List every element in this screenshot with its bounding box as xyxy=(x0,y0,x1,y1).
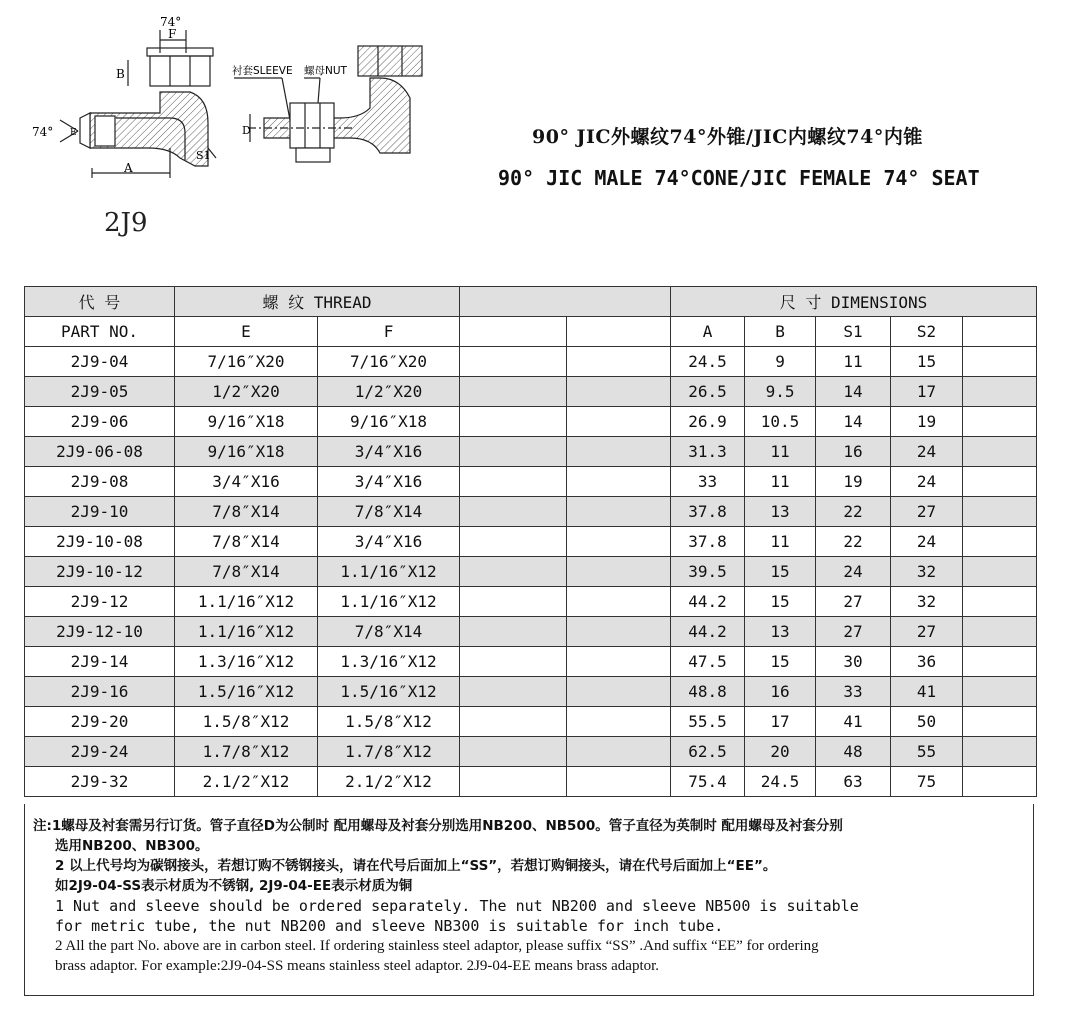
cell-s2: 17 xyxy=(891,377,963,407)
cell-part: 2J9-08 xyxy=(25,467,175,497)
table-row xyxy=(25,647,1037,677)
cell-a: 24.5 xyxy=(671,347,745,377)
dim-b-label: B xyxy=(116,67,125,81)
cell-empty xyxy=(460,587,567,617)
cell-part: 2J9-24 xyxy=(25,737,175,767)
cell-s1: 11 xyxy=(816,347,891,377)
cell-empty xyxy=(460,437,567,467)
cell-f: 1.3/16″X12 xyxy=(318,647,460,677)
spec-table xyxy=(24,286,1037,797)
notes-box xyxy=(24,804,1034,996)
header-part-no: PART NO. xyxy=(25,317,175,347)
cell-empty xyxy=(963,707,1037,737)
note-en-1b: for metric tube, the nut NB200 and sleeve NB300 is suitable for inch tube. xyxy=(55,917,724,935)
header-a: A xyxy=(671,317,745,347)
cell-empty xyxy=(567,347,671,377)
cell-part: 2J9-06 xyxy=(25,407,175,437)
cell-s2: 15 xyxy=(891,347,963,377)
header-empty-1 xyxy=(460,317,567,347)
note-en-1a: 1 Nut and sleeve should be ordered separately. The nut NB200 and sleeve NB500 is suitable xyxy=(55,897,859,915)
cell-f: 3/4″X16 xyxy=(318,467,460,497)
cell-empty xyxy=(567,587,671,617)
cell-a: 26.9 xyxy=(671,407,745,437)
cell-b: 17 xyxy=(745,707,816,737)
cell-s2: 41 xyxy=(891,677,963,707)
cell-s2: 27 xyxy=(891,497,963,527)
table-row xyxy=(25,707,1037,737)
header-s1: S1 xyxy=(816,317,891,347)
cell-b: 9 xyxy=(745,347,816,377)
cell-empty xyxy=(567,707,671,737)
note-cn-2b: 如2J9-04-SS表示材质为不锈钢, 2J9-04-EE表示材质为铜 xyxy=(55,878,413,894)
cell-b: 10.5 xyxy=(745,407,816,437)
cell-b: 13 xyxy=(745,497,816,527)
right-view-outline xyxy=(234,46,422,162)
cell-empty xyxy=(567,647,671,677)
cell-f: 1.7/8″X12 xyxy=(318,737,460,767)
dim-f-label: F xyxy=(168,27,177,41)
table-row xyxy=(25,407,1037,437)
dim-a-label: A xyxy=(124,161,133,175)
cell-part: 2J9-14 xyxy=(25,647,175,677)
cell-s1: 33 xyxy=(816,677,891,707)
table-row xyxy=(25,767,1037,797)
cell-a: 33 xyxy=(671,467,745,497)
cell-s1: 27 xyxy=(816,587,891,617)
table-row xyxy=(25,497,1037,527)
cell-a: 37.8 xyxy=(671,497,745,527)
cell-f: 1.5/8″X12 xyxy=(318,707,460,737)
table-row xyxy=(25,377,1037,407)
table-row xyxy=(25,467,1037,497)
cell-f: 9/16″X18 xyxy=(318,407,460,437)
cell-empty xyxy=(460,467,567,497)
cell-b: 15 xyxy=(745,557,816,587)
cell-b: 15 xyxy=(745,647,816,677)
cell-empty xyxy=(460,527,567,557)
cell-empty xyxy=(963,737,1037,767)
cell-e: 9/16″X18 xyxy=(175,437,318,467)
cell-a: 39.5 xyxy=(671,557,745,587)
cell-empty xyxy=(567,617,671,647)
cell-s1: 16 xyxy=(816,437,891,467)
cell-a: 44.2 xyxy=(671,587,745,617)
cell-b: 24.5 xyxy=(745,767,816,797)
cell-f: 1.1/16″X12 xyxy=(318,587,460,617)
cell-a: 62.5 xyxy=(671,737,745,767)
note-cn-1b: 选用NB200、NB300。 xyxy=(55,838,209,854)
angle-left-label: 74° xyxy=(32,125,54,139)
cell-e: 1.7/8″X12 xyxy=(175,737,318,767)
cell-empty xyxy=(567,677,671,707)
cell-a: 37.8 xyxy=(671,527,745,557)
cell-empty xyxy=(460,557,567,587)
cell-empty xyxy=(963,647,1037,677)
table-row xyxy=(25,527,1037,557)
cell-e: 1.1/16″X12 xyxy=(175,617,318,647)
cell-s1: 22 xyxy=(816,497,891,527)
table-header-row-1 xyxy=(25,287,1037,317)
dim-e-label: E xyxy=(70,128,77,138)
header-empty-3 xyxy=(963,317,1037,347)
cell-b: 20 xyxy=(745,737,816,767)
title-chinese: 90° JIC外螺纹74°外锥/JIC内螺纹74°内锥 xyxy=(532,126,923,148)
cell-empty xyxy=(460,647,567,677)
dim-s1-label: S1 xyxy=(196,149,211,162)
cell-part: 2J9-06-08 xyxy=(25,437,175,467)
cell-b: 9.5 xyxy=(745,377,816,407)
cell-s1: 14 xyxy=(816,377,891,407)
cell-b: 13 xyxy=(745,617,816,647)
cell-part: 2J9-10-08 xyxy=(25,527,175,557)
cell-part: 2J9-12 xyxy=(25,587,175,617)
header-s2: S2 xyxy=(891,317,963,347)
cell-e: 9/16″X18 xyxy=(175,407,318,437)
cell-s2: 55 xyxy=(891,737,963,767)
header-b: B xyxy=(745,317,816,347)
cell-part: 2J9-20 xyxy=(25,707,175,737)
cell-empty xyxy=(460,407,567,437)
cell-f: 2.1/2″X12 xyxy=(318,767,460,797)
cell-empty xyxy=(963,677,1037,707)
cell-s1: 14 xyxy=(816,407,891,437)
cell-s2: 24 xyxy=(891,527,963,557)
cell-s2: 32 xyxy=(891,557,963,587)
table-body xyxy=(25,347,1037,797)
cell-f: 7/8″X14 xyxy=(318,617,460,647)
cell-f: 1/2″X20 xyxy=(318,377,460,407)
cell-a: 47.5 xyxy=(671,647,745,677)
cell-f: 1.5/16″X12 xyxy=(318,677,460,707)
table-row xyxy=(25,557,1037,587)
cell-s1: 63 xyxy=(816,767,891,797)
note-en-2b: brass adaptor. For example:2J9-04-SS means stainless steel adaptor. 2J9-04-EE means brass adaptor. xyxy=(55,958,660,974)
note-cn-2a: 2 以上代号均为碳钢接头，若想订购不锈钢接头，请在代号后面加上“SS”，若想订购铜接头，请在代号后面加上“EE”。 xyxy=(55,858,777,874)
cell-b: 15 xyxy=(745,587,816,617)
header-thread: 螺 纹 THREAD xyxy=(175,287,460,317)
cell-s1: 22 xyxy=(816,527,891,557)
header-f: F xyxy=(318,317,460,347)
cell-a: 31.3 xyxy=(671,437,745,467)
cell-empty xyxy=(963,617,1037,647)
cell-empty xyxy=(963,767,1037,797)
cell-e: 7/8″X14 xyxy=(175,497,318,527)
title-english: 90° JIC MALE 74°CONE/JIC FEMALE 74° SEAT xyxy=(498,166,980,190)
cell-s1: 41 xyxy=(816,707,891,737)
cell-empty xyxy=(460,377,567,407)
table-row xyxy=(25,737,1037,767)
cell-part: 2J9-10-12 xyxy=(25,557,175,587)
cell-e: 3/4″X16 xyxy=(175,467,318,497)
cell-empty xyxy=(567,527,671,557)
note-cn-1a: 注:1螺母及衬套需另行订货。管子直径D为公制时 配用螺母及衬套分别选用NB200、NB500。管子直径为英制时 配用螺母及衬套分别 xyxy=(33,818,843,834)
cell-e: 2.1/2″X12 xyxy=(175,767,318,797)
cell-empty xyxy=(460,737,567,767)
cell-part: 2J9-04 xyxy=(25,347,175,377)
header-e: E xyxy=(175,317,318,347)
cell-empty xyxy=(567,437,671,467)
cell-part: 2J9-10 xyxy=(25,497,175,527)
cell-b: 11 xyxy=(745,467,816,497)
table-row xyxy=(25,347,1037,377)
cell-e: 1/2″X20 xyxy=(175,377,318,407)
cell-empty xyxy=(963,437,1037,467)
cell-empty xyxy=(460,767,567,797)
cell-a: 55.5 xyxy=(671,707,745,737)
sleeve-label: 衬套SLEEVE xyxy=(232,65,293,77)
cell-f: 3/4″X16 xyxy=(318,527,460,557)
cell-empty xyxy=(460,497,567,527)
table-header-row-2 xyxy=(25,317,1037,347)
cell-b: 11 xyxy=(745,437,816,467)
cell-part: 2J9-05 xyxy=(25,377,175,407)
cell-empty xyxy=(567,467,671,497)
cell-empty xyxy=(963,467,1037,497)
cell-s1: 19 xyxy=(816,467,891,497)
cell-empty xyxy=(567,497,671,527)
cell-empty xyxy=(963,347,1037,377)
dim-d-label: D xyxy=(242,124,251,137)
cell-empty xyxy=(567,557,671,587)
cell-a: 75.4 xyxy=(671,767,745,797)
cell-empty xyxy=(963,527,1037,557)
cell-b: 16 xyxy=(745,677,816,707)
cell-s1: 30 xyxy=(816,647,891,677)
cell-f: 7/8″X14 xyxy=(318,497,460,527)
cell-e: 1.5/16″X12 xyxy=(175,677,318,707)
cell-empty xyxy=(460,707,567,737)
cell-f: 1.1/16″X12 xyxy=(318,557,460,587)
cell-s2: 24 xyxy=(891,467,963,497)
cell-b: 11 xyxy=(745,527,816,557)
cell-empty xyxy=(963,407,1037,437)
cell-s2: 32 xyxy=(891,587,963,617)
table-row xyxy=(25,587,1037,617)
cell-s1: 24 xyxy=(816,557,891,587)
cell-e: 1.3/16″X12 xyxy=(175,647,318,677)
cell-s2: 50 xyxy=(891,707,963,737)
cell-f: 7/16″X20 xyxy=(318,347,460,377)
cell-s2: 75 xyxy=(891,767,963,797)
table-row xyxy=(25,617,1037,647)
cell-e: 1.5/8″X12 xyxy=(175,707,318,737)
cell-a: 44.2 xyxy=(671,617,745,647)
cell-s2: 19 xyxy=(891,407,963,437)
cell-empty xyxy=(963,377,1037,407)
cell-part: 2J9-16 xyxy=(25,677,175,707)
nut-label: 螺母NUT xyxy=(304,65,347,77)
cell-s1: 27 xyxy=(816,617,891,647)
table-row xyxy=(25,437,1037,467)
cell-a: 48.8 xyxy=(671,677,745,707)
cell-s1: 48 xyxy=(816,737,891,767)
cell-empty xyxy=(460,347,567,377)
cell-empty xyxy=(567,377,671,407)
cell-empty xyxy=(567,767,671,797)
cell-empty xyxy=(963,587,1037,617)
cell-empty xyxy=(963,557,1037,587)
cell-empty xyxy=(567,737,671,767)
header-dimensions: 尺 寸 DIMENSIONS xyxy=(671,287,1037,317)
table-row xyxy=(25,677,1037,707)
cell-empty xyxy=(567,407,671,437)
fitting-drawing xyxy=(20,8,440,188)
cell-s2: 36 xyxy=(891,647,963,677)
cell-e: 7/8″X14 xyxy=(175,527,318,557)
header-part-cn: 代 号 xyxy=(25,287,175,317)
left-view-outline xyxy=(60,30,216,178)
note-en-2a: 2 All the part No. above are in carbon steel. If ordering stainless steel adaptor, please suffix “SS” .And suffix “EE” for ordering xyxy=(55,938,819,954)
cell-e: 7/16″X20 xyxy=(175,347,318,377)
cell-e: 1.1/16″X12 xyxy=(175,587,318,617)
angle-top-label: 74° xyxy=(160,15,182,29)
cell-s2: 24 xyxy=(891,437,963,467)
cell-s2: 27 xyxy=(891,617,963,647)
cell-f: 3/4″X16 xyxy=(318,437,460,467)
cell-part: 2J9-12-10 xyxy=(25,617,175,647)
cell-empty xyxy=(963,497,1037,527)
header-empty-2 xyxy=(567,317,671,347)
part-code: 2J9 xyxy=(104,208,148,238)
cell-e: 7/8″X14 xyxy=(175,557,318,587)
header-blank xyxy=(460,287,671,317)
cell-part: 2J9-32 xyxy=(25,767,175,797)
cell-empty xyxy=(460,677,567,707)
cell-empty xyxy=(460,617,567,647)
cell-a: 26.5 xyxy=(671,377,745,407)
